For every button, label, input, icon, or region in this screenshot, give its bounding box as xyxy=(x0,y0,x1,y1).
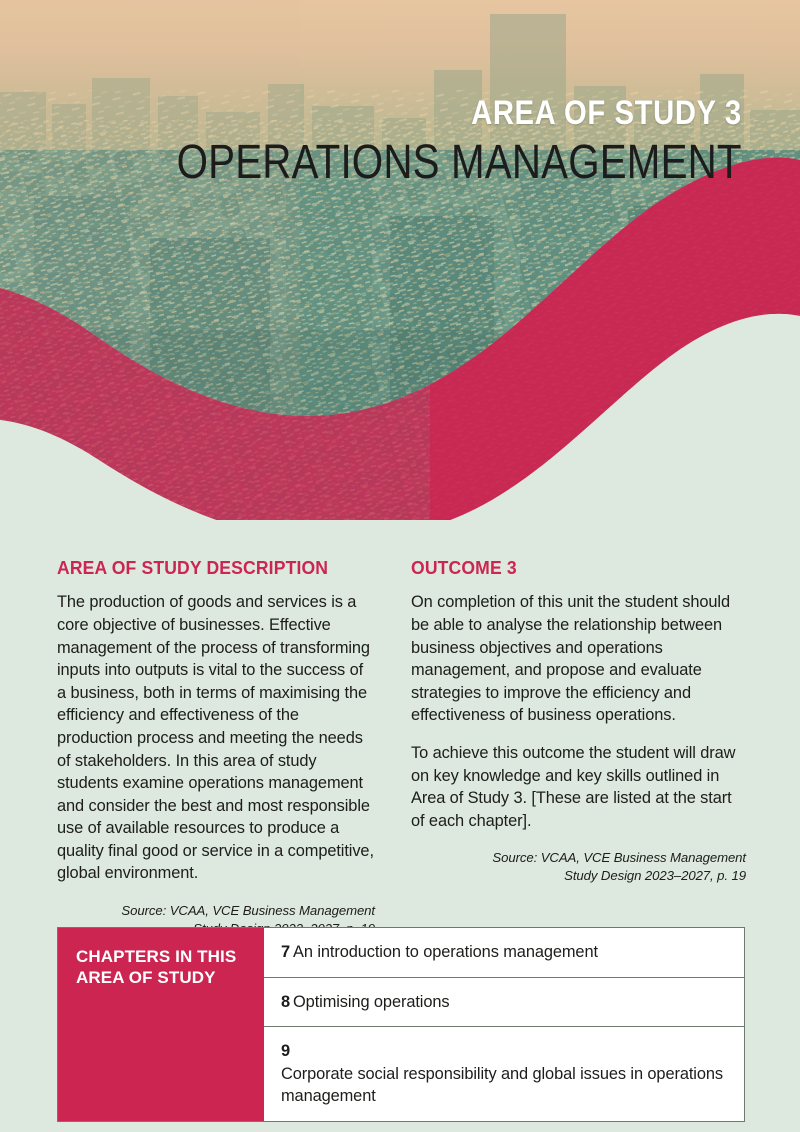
outcome-heading: OUTCOME 3 xyxy=(411,557,517,578)
outcome-source xyxy=(411,849,746,885)
page-title: OPERATIONS MANAGEMENT xyxy=(176,135,742,189)
chapter-number: 8 xyxy=(281,992,291,1011)
chapter-number: 7 xyxy=(281,943,291,961)
description-paragraph: The production of goods and services is a core objective of businesses. Effective management of the process of transforming inputs into outputs is vital to the success of a business, both in terms of maximising the efficiency and effectiveness of the production process and meeting the needs of stakeholders. In this area of study students examine operations management and consider the best and most responsible use of available resources to produce a quality final good or service in a competitive, global environment. xyxy=(57,593,374,883)
outcome-column xyxy=(400,558,800,938)
table-row[interactable] xyxy=(264,928,744,978)
outcome-paragraph-1: On completion of this unit the student should be able to analyse the relationship between business objectives and operations management, and propose and evaluate strategies to improve the efficiency and effectiveness of business operations. xyxy=(411,593,730,725)
chapters-table-rows xyxy=(264,928,744,1121)
area-of-study-description-column xyxy=(0,558,400,938)
title-kicker: AREA OF STUDY 3 xyxy=(471,94,742,132)
hero-banner xyxy=(0,0,800,520)
chapters-table-header: CHAPTERS IN THIS AREA OF STUDY xyxy=(58,928,264,1121)
chapter-number: 9 xyxy=(281,1042,291,1060)
outcome-source-line-1: Source: VCAA, VCE Business Management xyxy=(492,850,746,866)
chapter-title: An introduction to operations management xyxy=(293,943,598,961)
content-columns xyxy=(0,558,800,938)
description-heading: AREA OF STUDY DESCRIPTION xyxy=(57,557,329,578)
chapters-table xyxy=(57,927,745,1122)
table-row[interactable] xyxy=(264,1027,744,1121)
outcome-paragraph-2: To achieve this outcome the student will draw on key knowledge and key skills outlined in Area of Study 3. [These are listed at the start of each chapter]. xyxy=(411,743,736,830)
chapter-title: Corporate social responsibility and global issues in operations management xyxy=(281,1064,723,1105)
description-source-line-1: Source: VCAA, VCE Business Management xyxy=(121,903,375,919)
table-row[interactable] xyxy=(264,978,744,1028)
outcome-source-line-2: Study Design 2023–2027, p. 19 xyxy=(564,868,746,884)
hero-artwork xyxy=(0,0,800,520)
chapter-title: Optimising operations xyxy=(293,992,450,1011)
